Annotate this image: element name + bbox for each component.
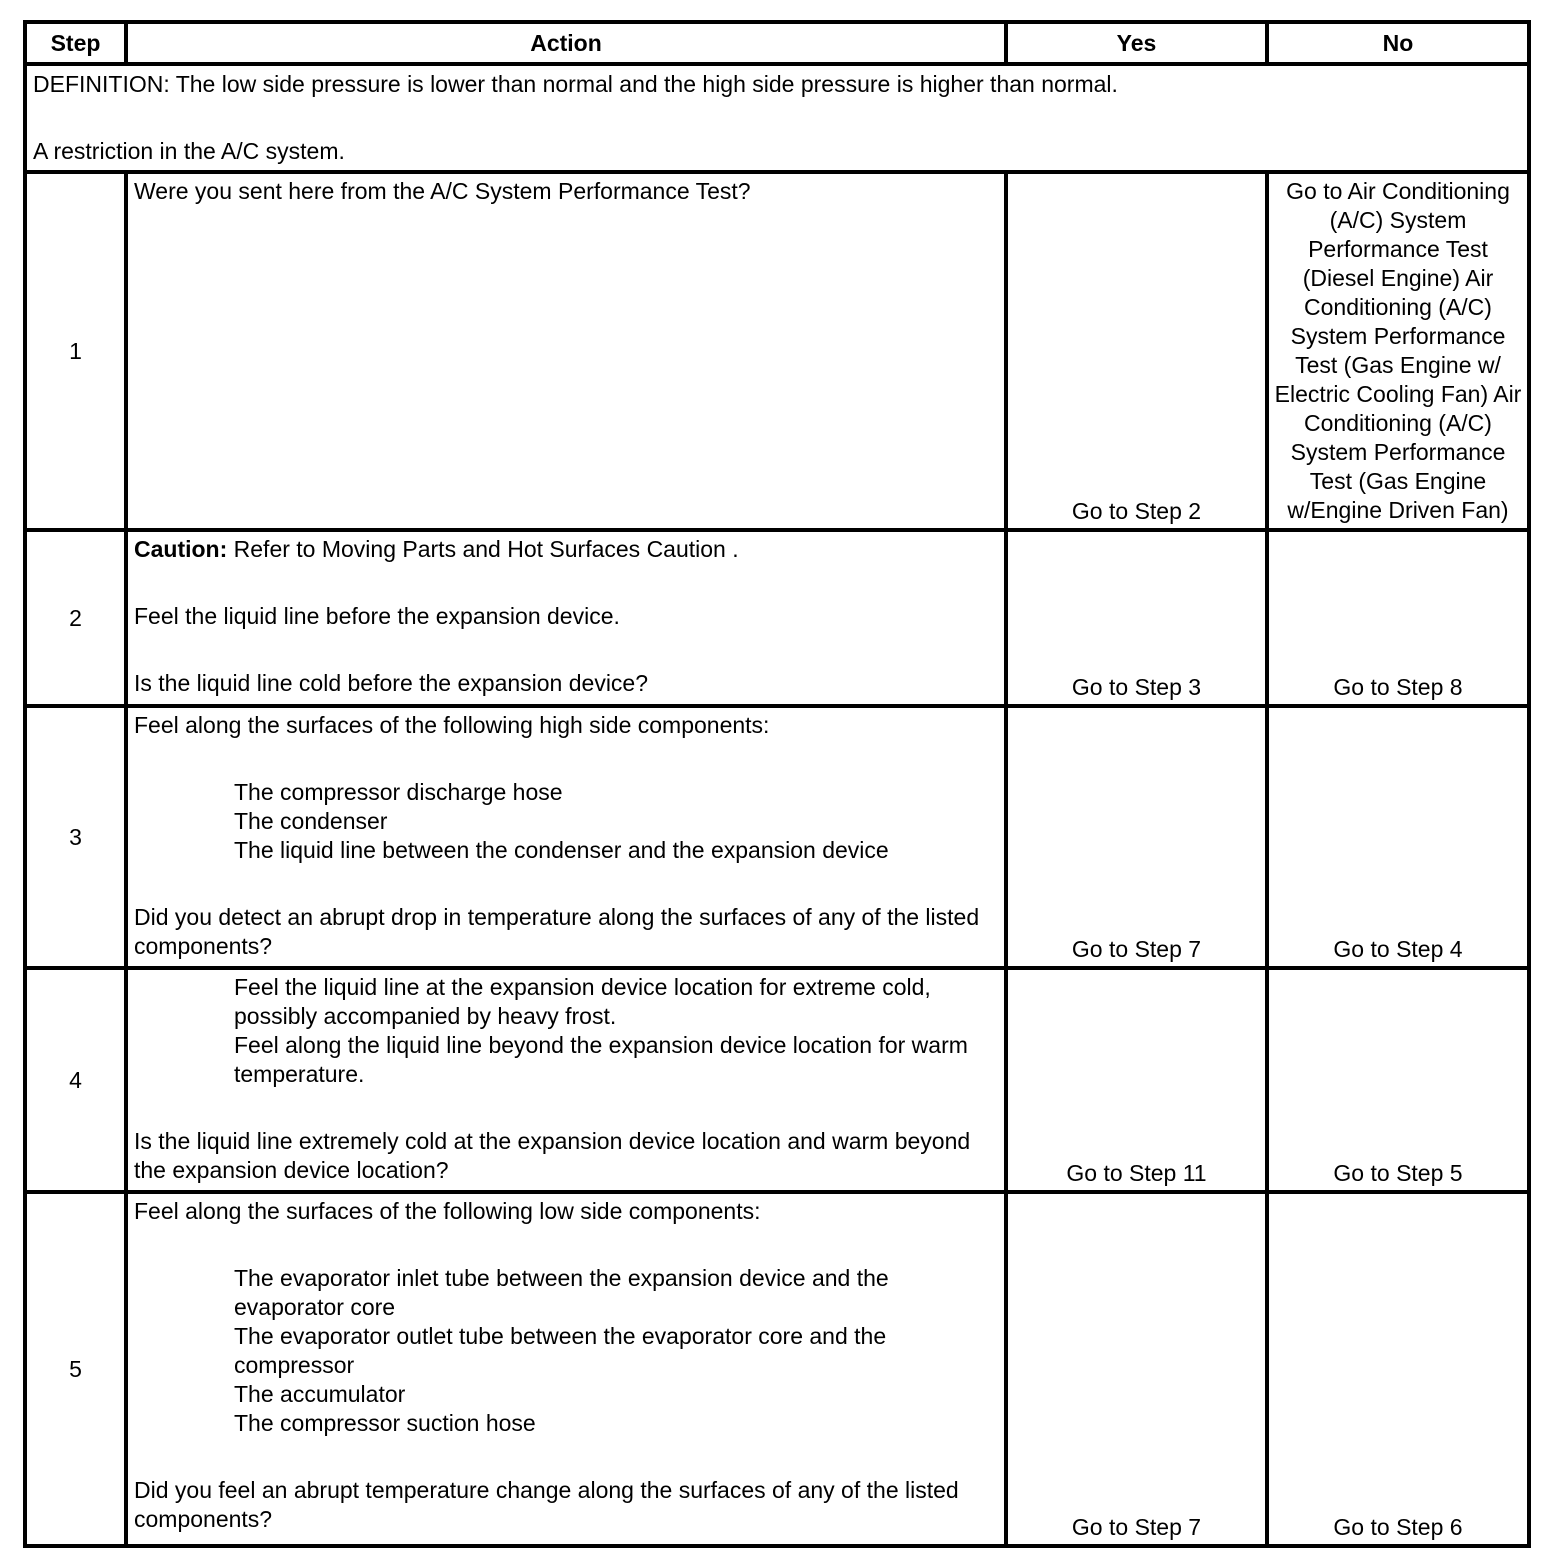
- step-number: 4: [25, 968, 126, 1192]
- intro-text: Feel along the surfaces of the following low side components:: [134, 1198, 761, 1224]
- list-item: Feel the liquid line at the expansion device location for extreme cold, possibly accompanied by heavy frost.: [234, 974, 931, 1029]
- list-item: The liquid line between the condenser and the expansion device: [234, 837, 889, 863]
- table-row: [25, 1192, 1529, 1546]
- caution-line: [134, 535, 998, 564]
- yes-cell: [1006, 530, 1267, 706]
- yes-cell: [1006, 968, 1267, 1192]
- table-row: [25, 172, 1529, 530]
- step-number: 3: [25, 706, 126, 968]
- list-item: Feel along the liquid line beyond the expansion device location for warm temperature.: [234, 1032, 968, 1087]
- instruction-text: Feel the liquid line before the expansion device.: [134, 603, 620, 629]
- action-cell: [126, 706, 1006, 968]
- list-item: The accumulator: [234, 1381, 406, 1407]
- no-result: Go to Step 5: [1333, 1160, 1463, 1186]
- caution-label: Caution:: [134, 536, 228, 562]
- step-number: 1: [25, 172, 126, 530]
- definition-row: [25, 64, 1529, 172]
- yes-result: Go to Step 3: [1071, 674, 1202, 700]
- yes-cell: [1006, 1192, 1267, 1546]
- table-row: [25, 530, 1529, 706]
- yes-cell: [1006, 172, 1267, 530]
- no-result: Go to Step 8: [1333, 674, 1463, 700]
- table-row: [25, 706, 1529, 968]
- instruction-list: [134, 973, 998, 1089]
- component-list: [134, 1264, 998, 1438]
- header-no: No: [1267, 22, 1529, 64]
- table-row: [25, 968, 1529, 1192]
- list-item: The compressor suction hose: [234, 1410, 536, 1436]
- no-cell: [1267, 968, 1529, 1192]
- diagnostic-table: [23, 20, 1531, 1548]
- list-item: The evaporator inlet tube between the expansion device and the evaporator core: [234, 1265, 889, 1320]
- step-number: 2: [25, 530, 126, 706]
- no-result: Go to Step 6: [1333, 1514, 1463, 1540]
- yes-result: Go to Step 7: [1071, 1514, 1202, 1540]
- component-list: [134, 778, 998, 865]
- step-number: 5: [25, 1192, 126, 1546]
- action-cell: [126, 172, 1006, 530]
- header-row: [25, 22, 1529, 64]
- list-item: The compressor discharge hose: [234, 779, 563, 805]
- definition-cause: A restriction in the A/C system.: [33, 138, 345, 164]
- question-text: Is the liquid line cold before the expansion device?: [134, 670, 649, 696]
- definition-text: DEFINITION: The low side pressure is lower than normal and the high side pressure is higher than normal.: [33, 71, 1118, 97]
- no-cell: [1267, 530, 1529, 706]
- no-cell: [1267, 706, 1529, 968]
- intro-text: Feel along the surfaces of the following high side components:: [134, 712, 770, 738]
- no-result: Go to Step 4: [1333, 936, 1463, 962]
- no-result: Go to Air Conditioning (A/C) System Performance Test (Diesel Engine) Air Conditioning (A/C) System Performance Test (Gas Engine w/ Electric Cooling Fan) Air Conditioning (A/C) System Performance Test (Gas Engine w/Engine Driven Fan): [1274, 178, 1522, 523]
- question-text: Were you sent here from the A/C System Performance Test?: [134, 178, 751, 204]
- action-cell: [126, 530, 1006, 706]
- header-yes: Yes: [1006, 22, 1267, 64]
- yes-cell: [1006, 706, 1267, 968]
- no-cell: [1267, 172, 1529, 530]
- caution-text: Refer to Moving Parts and Hot Surfaces Caution .: [227, 536, 739, 562]
- yes-result: Go to Step 7: [1071, 936, 1202, 962]
- list-item: The condenser: [234, 808, 388, 834]
- action-cell: [126, 1192, 1006, 1546]
- question-text: Did you detect an abrupt drop in temperature along the surfaces of any of the listed components?: [134, 904, 980, 959]
- header-step: Step: [25, 22, 126, 64]
- header-action: Action: [126, 22, 1006, 64]
- action-cell: [126, 968, 1006, 1192]
- yes-result: Go to Step 2: [1071, 498, 1202, 524]
- list-item: The evaporator outlet tube between the evaporator core and the compressor: [234, 1323, 887, 1378]
- question-text: Did you feel an abrupt temperature change along the surfaces of any of the listed components?: [134, 1477, 959, 1532]
- definition-cell: [25, 64, 1529, 172]
- question-text: Is the liquid line extremely cold at the expansion device location and warm beyond the expansion device location?: [134, 1128, 971, 1183]
- yes-result: Go to Step 11: [1066, 1160, 1207, 1186]
- no-cell: [1267, 1192, 1529, 1546]
